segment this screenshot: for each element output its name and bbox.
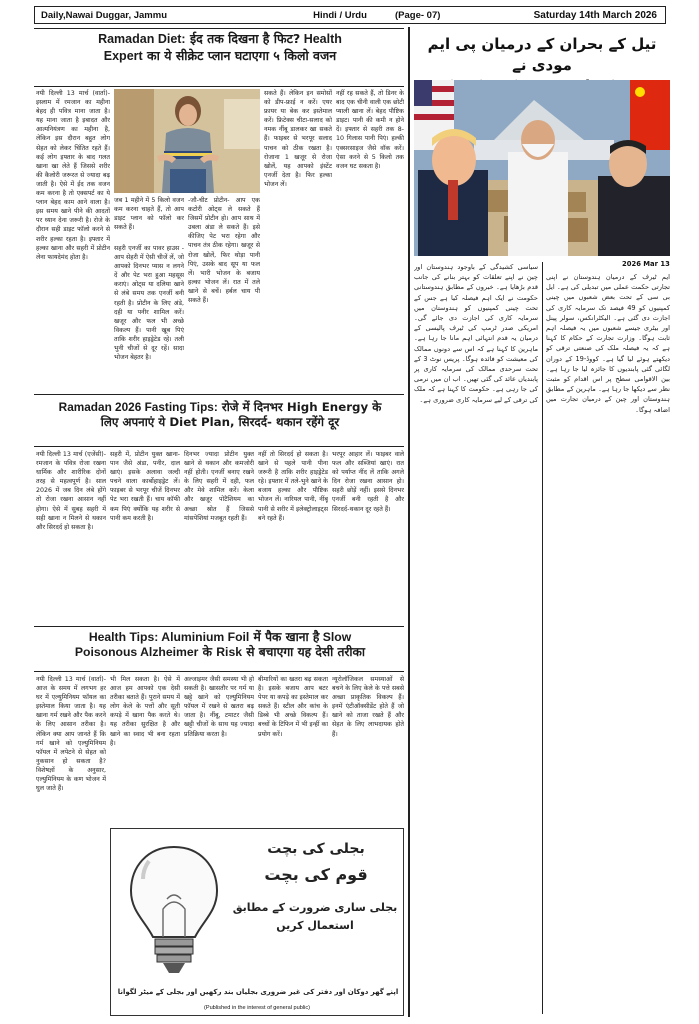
ad-headline: بجلی کی بچت xyxy=(267,841,365,857)
headline-rule xyxy=(34,86,404,87)
article1-title-hi: ईद तक दिखना है फिट? xyxy=(185,31,301,46)
headline-rule xyxy=(34,626,404,627)
article2-title-hi: रोजे में दिनभर High Energy के xyxy=(217,400,382,414)
article1-headline xyxy=(34,31,406,64)
article2-title-line2: लिए अपनाएं ये Diet Plan, सिरदर्द- थकान रहेंगे दूर xyxy=(100,414,340,429)
article3-title-en-line2: Poisonous Alzheimer xyxy=(74,645,199,660)
headline-rule xyxy=(34,446,404,447)
leaders-photo xyxy=(414,80,670,256)
article1-title-en2: Health xyxy=(300,32,342,46)
article3-title-en2: Slow xyxy=(319,630,352,644)
urdu-column-right: ایم ٹیرف کے درمیان ہندوستان نے اپنی تجارتی حکمت عملی میں تبدیلی کی ہے۔ ایل بی سی کے تحت بعض شعبوں میں چینی کمپنیوں کو 49 فیصد تک سرمایہ کاری کی اجازت دی گئی ہے۔ الیکٹرانکس، سولر پینل اور بیٹری جیسے شعبوں میں یہ فیصلہ اہم ثابت ہوگا۔ وزارت تجارت کے حکام کا کہنا ہے کہ یہ فیصلہ ملک کی صنعتی ترقی کو دیکھتے ہوئے لیا گیا ہے۔ کووڈ-19 کے دوران لگائی گئی پابندیوں کا جائزہ لیا جا رہا ہے۔ بین الاقوامی سطح پر اس اقدام کو مثبت نظر سے دیکھا جا رہا ہے۔ ماہرین کے مطابق ہندوستان اور چین کے درمیان تجارت میں اضافہ ہوگا۔ xyxy=(546,273,670,414)
headline-rule xyxy=(34,671,404,672)
article1-title-en: Ramadan Diet: xyxy=(98,32,186,46)
page-number: (Page- 07) xyxy=(395,9,441,21)
urdu-headline-line1: تیل کے بحران کے درمیان پی ایم مودی نے xyxy=(427,35,657,74)
article3-title-risk: Risk xyxy=(216,645,242,660)
article3-column: अल्जाइमर जैसी समस्या भी हो सकती है। खासतौर पर गर्म या खट्टे खाने को एल्युमिनियम फॉयल में रखने से खतरा बढ़ जाता है। नींबू, टमाटर जैसी खट्टी चीजों के साथ यह ज्यादा प्रतिक्रिया करता है। xyxy=(184,676,254,738)
article2-title-en: Ramadan 2026 Fasting Tips: xyxy=(58,400,218,414)
article2-column: दिनभर ज्यादा प्रोटीन युक्त खाने से थकान और कमजोरी नहीं होती। एनर्जी बनाए रखने के लिए सहरी में दही, फल और मेवे शामिल करें। केला और खजूर पोटैशियम का अच्छा स्रोत हैं जिससे मांसपेशियां मजबूत रहती हैं। xyxy=(184,451,254,522)
section-divider xyxy=(408,27,410,1017)
masthead xyxy=(34,6,666,24)
article3-title-hi-end: से बचाएगा यह देसी तरीका xyxy=(242,645,366,660)
urdu-article-date: 2026 Mar 13 xyxy=(622,260,670,268)
headline-rule xyxy=(34,394,404,395)
urdu-article-photo xyxy=(414,80,670,256)
ad-publication-note: (Published in the interest of general public) xyxy=(203,1005,311,1011)
headline-rule xyxy=(34,28,404,29)
paper-name: Daily,Nawai Duggar, Jammu xyxy=(41,9,168,21)
article2-headline xyxy=(34,400,406,429)
issue-date: Saturday 14th March 2026 xyxy=(534,10,665,21)
article3-column: नयी दिल्ली 13 मार्च (वार्ता)- आज के समय में लगभग हर घर में एल्युमिनियम फॉयल का इस्तेमाल किया जाता है। यह खाना गर्म रखने और पैक करने के लिए आसान तरीका है। लेकिन क्या आप जानते हैं कि गर्म खाने को एल्युमिनियम फॉयल में लपेटने से सेहत को नुकसान हो सकता है? विशेषज्ञों के अनुसार, एल्युमिनियम के कण भोजन में घुल जाते हैं। xyxy=(36,676,106,793)
article2-column: भरपूर आहार लें। फाइबर वाले फल और सब्जियां खाएं। रात को पर्याप्त नींद लें ताकि अगले दिन रोजा रखना आसान हो। सहरी छोड़ें नहीं। इससे दिनभर एनर्जी बनी रहती है और सिरदर्द-थकान दूर रहते हैं। xyxy=(332,451,404,513)
article3-column: बीमारियों का खतरा बढ़ सकता है। इसके बजाय आप बटर पेपर या कपड़े का इस्तेमाल कर सकते हैं। स्टील और कांच के डिब्बे भी अच्छे विकल्प हैं। बच्चों के टिफिन में भी इन्हीं का प्रयोग करें। xyxy=(258,676,328,738)
electricity-saving-ad xyxy=(110,828,404,1016)
article3-headline xyxy=(34,630,406,661)
article1-column: नहीं रह सकते हैं, तो डिनर के बाद एक चीनी वाली एक छोटी प्याली खाना लें। बेहद पौष्टिक डाइट। पानी की कमी न होने दें। इफ्तार से सहरी तक 8-10 गिलास पानी पिएं। हल्की एक्सरसाइज जैसे वॉक करें। ऐसा करने से 5 किलो तक वजन घट सकता है। xyxy=(336,90,404,170)
article3-title-en: Health Tips: Aluminium Foil xyxy=(88,630,250,644)
article1-column: नयी दिल्ली 13 मार्च (वार्ता)- इस्लाम में रमजान का महीना बेहद ही पवित्र माना जाता है। यह माना जाता है इबादत और आत्मनियंत्रण का महीना है, लेकिन इस दौरान बहुत लोग सेहत को लेकर चिंतित रहते हैं। कई लोग इफ्तार के बाद गलत खाना खा लेते हैं जिससे शरीर की कैलोरी जरूरत से ज्यादा बढ़ जाती है। ऐसे में ईद तक वजन कम करना है तो एक्सपर्ट का ये प्लान बेहद काम आने वाला है। इस समय खाने पीने की आदतों पर ध्यान देना जरूरी है। रोजे के दौरान सही डाइट फॉलो करने से शरीर हल्का रहता है। इफ्तार में हल्का खाना और सहरी में प्रोटीन लेना फायदेमंद होता है। xyxy=(36,90,110,261)
article1-column: सकते हैं। लेकिन इन समोसों को डीप-फ्राई न करें। एयर फ्रायर या बेक कर इस्तेमाल करें। फ्रिटेक्स चीटा-सलाद को नमक नींबू डालकर खा सकते हैं। फाइबर से भरपूर सलाद पाचन को ठीक रखता है। रोजाना 1 खजूर से रोजा खोलें, यह आपको इंस्टेंट एनर्जी देता है। फिर हल्का भोजन लें। xyxy=(264,90,332,188)
article1-column: -जौ-चीट प्रोटीन- आप एक कटोरी ओट्स ले सकते हैं जिसमें प्रोटीन हो। आप साथ में उबला अंडा ले सकते हैं। इसे कीजिए पेट भरा रहेगा और पाचन तंत्र ठीक रहेगा। खजूर से रोजा खोलें, फिर थोड़ा पानी पिएं, उसके बाद सूप या फल लें। भारी भोजन के बजाय हल्का भोजन लें। रात में तले खाने से बचें। हर्बल चाय पी सकते हैं। xyxy=(188,197,260,305)
article1-column: जब 1 महीने में 5 किलो वजन कम करना चाहते हैं, तो आप डाइट प्लान को फॉलो कर सकते हैं। xyxy=(114,197,184,232)
ad-footer-message: اپنے گھر دوکان اور دفتر کی غیر ضروری بجلیاں بند رکھیں اور بجلی کے میٹر لگوانا xyxy=(117,988,399,996)
article2-column: सहरी में, प्रोटीन युक्त खाना-पान जैसे अंडा, पनीर, दाल खाएं। इसके अलावा जल्दी पचने वाला कार्बोहाइड्रेट लें। फाइबर से भरपूर चीजें दिनभर पेट भरा रखती हैं। चाय कॉफी कम पिएं क्योंकि यह शरीर से पानी कम करती है। xyxy=(110,451,180,522)
urdu-column-left: سیاسی کشیدگی کے باوجود ہندوستان اور چین نے اپنے تعلقات کو بہتر بنانے کی جانب قدم بڑھایا ہے۔ خبروں کے مطابق ہندوستانی حکومت نے ایک اہم فیصلہ کیا ہے جس کے تحت چینی کمپنیوں کو ہندوستان میں سرمایہ کاری کی اجازت دی جائے گی۔ امریکی صدر ٹرمپ کی ٹیرف پالیسی کے درمیان یہ قدم انتہائی اہم مانا جا رہا ہے۔ ماہرین کا کہنا ہے کہ اس سے دونوں ممالک کی معیشت کو فائدہ ہوگا۔ پریس نوٹ 3 کے تحت سرحدی ممالک کی سرمایہ کاری پر پابندیاں عائد کی گئی تھیں۔ اب ان میں نرمی کی جا رہی ہے۔ حکومت کا کہنا ہے کہ ملک کی ترقی کے لیے سرمایہ کاری ضروری ہے۔ xyxy=(414,263,538,404)
ad-message: بجلی ساری ضرورت کے مطابق استعمال کریں xyxy=(232,901,398,932)
article1-title-en-line2: Expert xyxy=(103,48,143,63)
ad-subheadline: قوم کی بچت xyxy=(264,865,368,884)
article3-column: भी मिल सकता है। ऐसे में आज हम आपको एक देसी तरीका बताते हैं। पुराने समय में लोग केले के पत्तों और सूती कपड़े में खाना पैक करते थे। यह तरीका सुरक्षित है और खाने का स्वाद भी बना रहता है। xyxy=(110,676,180,747)
woman-measuring-photo xyxy=(114,89,260,193)
urdu-column-divider xyxy=(542,262,543,1014)
language-label: Hindi / Urdu xyxy=(313,9,367,21)
article2-column: नयी दिल्ली 13 मार्च (एजेंसी)- रमजान के पवित्र रोजा रखना धार्मिक और शारीरिक दोनों तरह से महत्वपूर्ण है। साल 2026 में जब दिन लंबे होंगे तो रोजा रखना आसान नहीं होगा। ऐसे में सुबह सहरी में सही खाना न मिलने से थकान और सिरदर्द हो सकता है। xyxy=(36,451,106,531)
article2-column: नहीं तो सिरदर्द हो सकता है। खाने से पहले पानी पीना जरूरी है ताकि शरीर हाइड्रेटेड रहे। इफ्तार में तले-भुने खाने के बजाय हल्का और पौष्टिक भोजन लें। नारियल पानी, नींबू पानी से शरीर में इलेक्ट्रोलाइट्स बने रहते हैं। xyxy=(258,451,328,522)
article1-title-hi-line2: का ये सीक्रेट प्लान घटाएगा ५ किलो वजन xyxy=(142,47,337,63)
article1-column: सहरी एनर्जी का पावर हाउस - आप सेहरी में ऐसी चीजें लें, जो आपको दिनभर प्यास न लगने दें और पेट भरा हुआ महसूस कराएं। ओट्स या दलिया खाने से लंबे समय तक एनर्जी बनी रहती है। प्रोटीन के लिए अंडे, दही या पनीर शामिल करें। खजूर और फल भी अच्छे विकल्प हैं। पानी खूब पिएं ताकि शरीर हाइड्रेटेड रहे। तली भुनी चीजों से दूर रहें। सादा भोजन बेहतर है। xyxy=(114,245,184,362)
article3-title-hi-line2: के xyxy=(198,645,217,660)
article1-photo xyxy=(114,89,260,193)
article3-title-hi: में पैक खाना है xyxy=(249,630,320,644)
light-bulb-icon xyxy=(119,839,229,989)
article3-column: न्यूरोलॉजिकल समस्याओं से बचने के लिए केले के पत्ते सबसे अच्छा प्राकृतिक विकल्प हैं। इनमें एंटीऑक्सीडेंट होते हैं जो खाने को ताजा रखते हैं और सेहत के लिए लाभदायक होते हैं। xyxy=(332,676,404,738)
